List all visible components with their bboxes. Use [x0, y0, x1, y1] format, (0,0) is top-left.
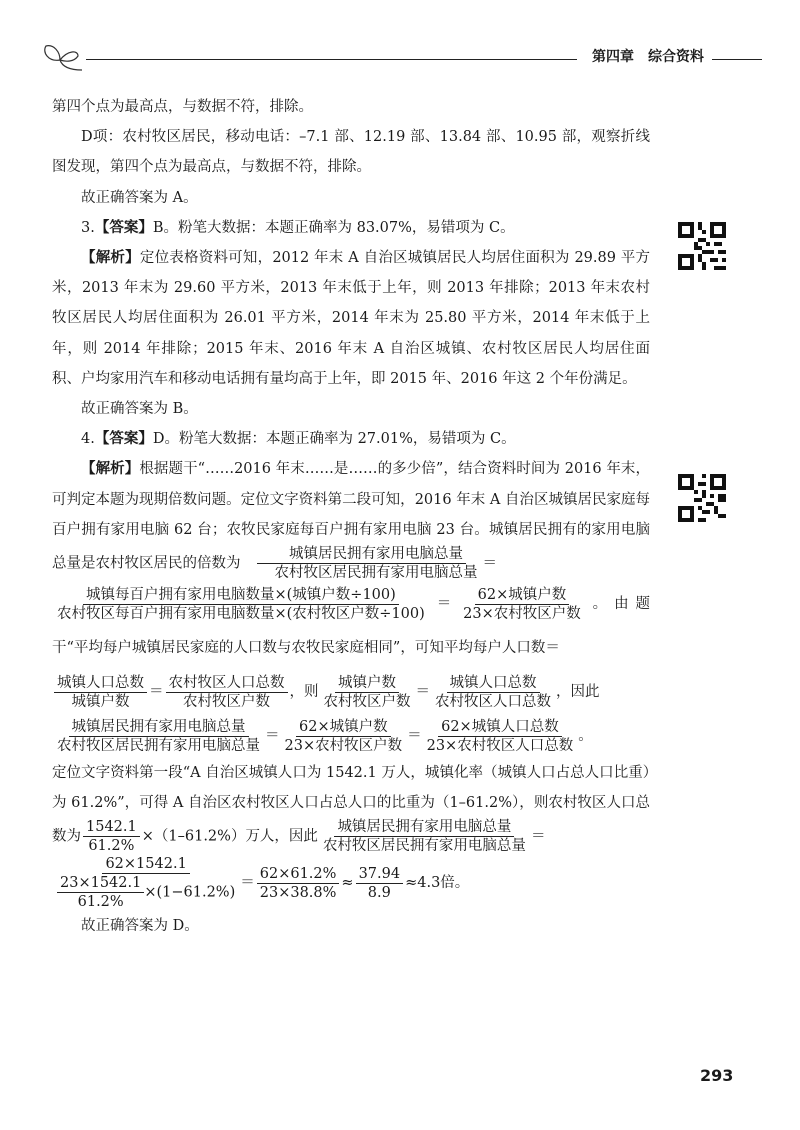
fraction: $\frac{37.94}{8.9}$ — [356, 865, 404, 902]
fraction: $\frac{\text{城镇居民拥有家用电脑总量}}{\text{农村牧区居民拥有家用电脑总量}}$ — [57, 718, 260, 754]
leaf-icon — [38, 42, 82, 72]
qr-code-icon — [678, 222, 726, 270]
header-rule-right — [712, 59, 762, 60]
answer-label: 【答案】 — [94, 219, 153, 236]
analysis-label: 【解析】 — [81, 250, 140, 267]
answer-label: 【答案】 — [94, 431, 153, 448]
fraction: $\frac{\text{62×城镇户数}}{\text{23×农村牧区户数}}$ — [463, 586, 581, 622]
paragraph: D项：农村牧区居民，移动电话：–7.1 部、12.19 部、13.84 部、10.95 部，观察折线图发现，第四个点为最高点，与数据不符，排除。 — [52, 129, 650, 176]
fraction: $\frac{\text{城镇户数}}{\text{农村牧区户数}}$ — [323, 674, 411, 710]
answer-paragraph — [52, 424, 650, 454]
paragraph: 故正确答案为 B。 — [81, 401, 198, 418]
equation-line: 62×1542.1 $\frac{23\times 1542.1}{61.2\%}$ ×(1−61.2%) ＝ $\frac{62\times 61.2\%}{23\times 38.8\%}$ ≈ $\frac{37.94}{8.9}$ ≈4.3倍。 — [52, 855, 650, 911]
chapter-section: 综合资料 — [648, 49, 704, 65]
running-header — [38, 42, 762, 72]
chapter-number: 第四章 — [592, 49, 634, 65]
fraction: $\frac{\text{城镇每百户拥有家用电脑数量×(城镇户数÷100)}}{\text{农村牧区每百户拥有家用电脑数量×(农村牧区户数÷100)}}$ — [57, 586, 425, 622]
question-number: 4. — [81, 431, 95, 448]
fraction: $\frac{\text{城镇居民拥有家用电脑总量}}{\text{农村牧区居民拥有家用电脑总量}}$ — [322, 819, 526, 855]
fraction: $\frac{\text{62×城镇人口总数}}{\text{23×农村牧区人口总数}}$ — [426, 718, 574, 754]
answer-paragraph — [52, 213, 650, 243]
fraction: $\frac{\text{城镇人口总数}}{\text{城镇户数}}$ — [54, 674, 147, 711]
answer-text: D。粉笔大数据：本题正确率为 27.01%，易错项为 C。 — [152, 431, 516, 448]
paragraph: 定位文字资料第一段“A 自治区城镇人口为 1542.1 万人，城镇化率（城镇人口占总人口比重）为 61.2%”，可得 A 自治区农村牧区人口占总人口的比重为（1–61.2%），则农村牧区人口总数为 $\frac{1542.1}{61.2\%}$ ×（1–61.2%）万人，因此 $\frac{\text{城镇居民拥有家用电脑总量}}{\text{农村牧区居民拥有家用电脑总量}}$ ＝ — [52, 765, 650, 855]
fraction: $\frac{23\times 1542.1}{61.2\%}$ — [57, 874, 144, 911]
paragraph: 故正确答案为 D。 — [81, 918, 199, 935]
equation-line: $\frac{\text{城镇人口总数}}{\text{城镇户数}}$ ＝ $\frac{\text{农村牧区人口总数}}{\text{农村牧区户数}}$ ，则 $\frac{\text{城镇户数}}{\text{农村牧区户数}}$ ＝ $\frac{\text{城镇人口总数}}{\text{农村牧区人口总数}}$ ，因此 — [52, 670, 650, 714]
fraction: 62×1542.1 $\frac{23\times 1542.1}{61.2\%}$ ×(1−61.2%) — [54, 855, 238, 911]
header-rule-left — [86, 59, 577, 60]
page-number: 293 — [700, 1066, 734, 1085]
fraction: $\frac{\text{城镇人口总数}}{\text{农村牧区人口总数}}$ — [435, 674, 551, 710]
analysis-label: 【解析】 — [81, 461, 140, 478]
page-body — [52, 92, 650, 942]
fraction: $\frac{1542.1}{61.2\%}$ — [83, 818, 140, 855]
analysis-text: 定位表格资料可知，2012 年末 A 自治区城镇居民人均居住面积为 29.89 平方米，2013 年末为 29.60 平方米，2013 年末低于上年，则 2013 年排除；2013 年末农村牧区居民人均居住面积为 26.01 平方米，2014 年末为 25.80 平方米，2014 年末低于上年，则 2014 年排除；2015 年末、2016 年末 A 自治区城镇、农村牧区居民人均居住面积、户均家用汽车和移动电话拥有量均高于上年，即 2015 年、2016 年这 2 个年份满足。 — [52, 250, 650, 387]
paragraph: 故正确答案为 A。 — [81, 189, 198, 206]
question-number: 3. — [81, 219, 95, 236]
fraction: $\frac{\text{农村牧区人口总数}}{\text{农村牧区户数}}$ — [166, 674, 288, 711]
paragraph: 第四个点为最高点，与数据不符，排除。 — [52, 99, 313, 115]
fraction: $\frac{\text{城镇居民拥有家用电脑总量}}{\text{农村牧区居民拥有家用电脑总量}}$ — [243, 545, 481, 582]
analysis-text: 根据题干“……2016 年末……是……的多少倍”，结合资料时间为 2016 年末，可判定本题为现期倍数问题。定位文字资料第二段可知，2016 年末 A 自治区城镇居民家庭每百户拥有家用电脑 62 台；农牧民家庭每百户拥有家用电脑 23 台。城镇居民拥有的家用电脑总量是农村牧区居民的倍数为 — [52, 461, 650, 572]
equation-line: $\frac{\text{城镇每百户拥有家用电脑数量×(城镇户数÷100)}}{\text{农村牧区每百户拥有家用电脑数量×(农村牧区户数÷100)}}$ ＝ $\frac{\text{62×城镇户数}}{\text{23×农村牧区户数}}$ 。由题干“平均每户城镇居民家庭的人口数与农牧民家庭相同”，可知平均每户人口数＝ — [52, 586, 651, 657]
answer-text: B。粉笔大数据：本题正确率为 83.07%，易错项为 C。 — [152, 219, 515, 236]
analysis-paragraph: 【解析】根据题干“……2016 年末……是……的多少倍”，结合资料时间为 2016 年末，可判定本题为现期倍数问题。定位文字资料第二段可知，2016 年末 A 自治区城镇居民家庭每百户拥有家用电脑 62 台；农牧民家庭每百户拥有家用电脑 23 台。城镇居民拥有的家用电脑总量是农村牧区居民的倍数为 $\frac{\text{城镇居民拥有家用电脑总量}}{\text{农村牧区居民拥有家用电脑总量}}$ ＝ — [52, 461, 650, 582]
qr-code-icon — [678, 474, 726, 522]
analysis-paragraph — [52, 243, 650, 394]
fraction: $\frac{62\times 61.2\%}{23\times 38.8\%}$ — [257, 865, 340, 902]
equation-line: $\frac{\text{城镇居民拥有家用电脑总量}}{\text{农村牧区居民拥有家用电脑总量}}$ ＝ $\frac{\text{62×城镇户数}}{\text{23×农村牧区户数}}$ ＝ $\frac{\text{62×城镇人口总数}}{\text{23×农村牧区人口总数}}$ 。 — [52, 714, 650, 758]
fraction: $\frac{\text{62×城镇户数}}{\text{23×农村牧区户数}}$ — [284, 718, 403, 754]
chapter-title — [592, 46, 704, 66]
